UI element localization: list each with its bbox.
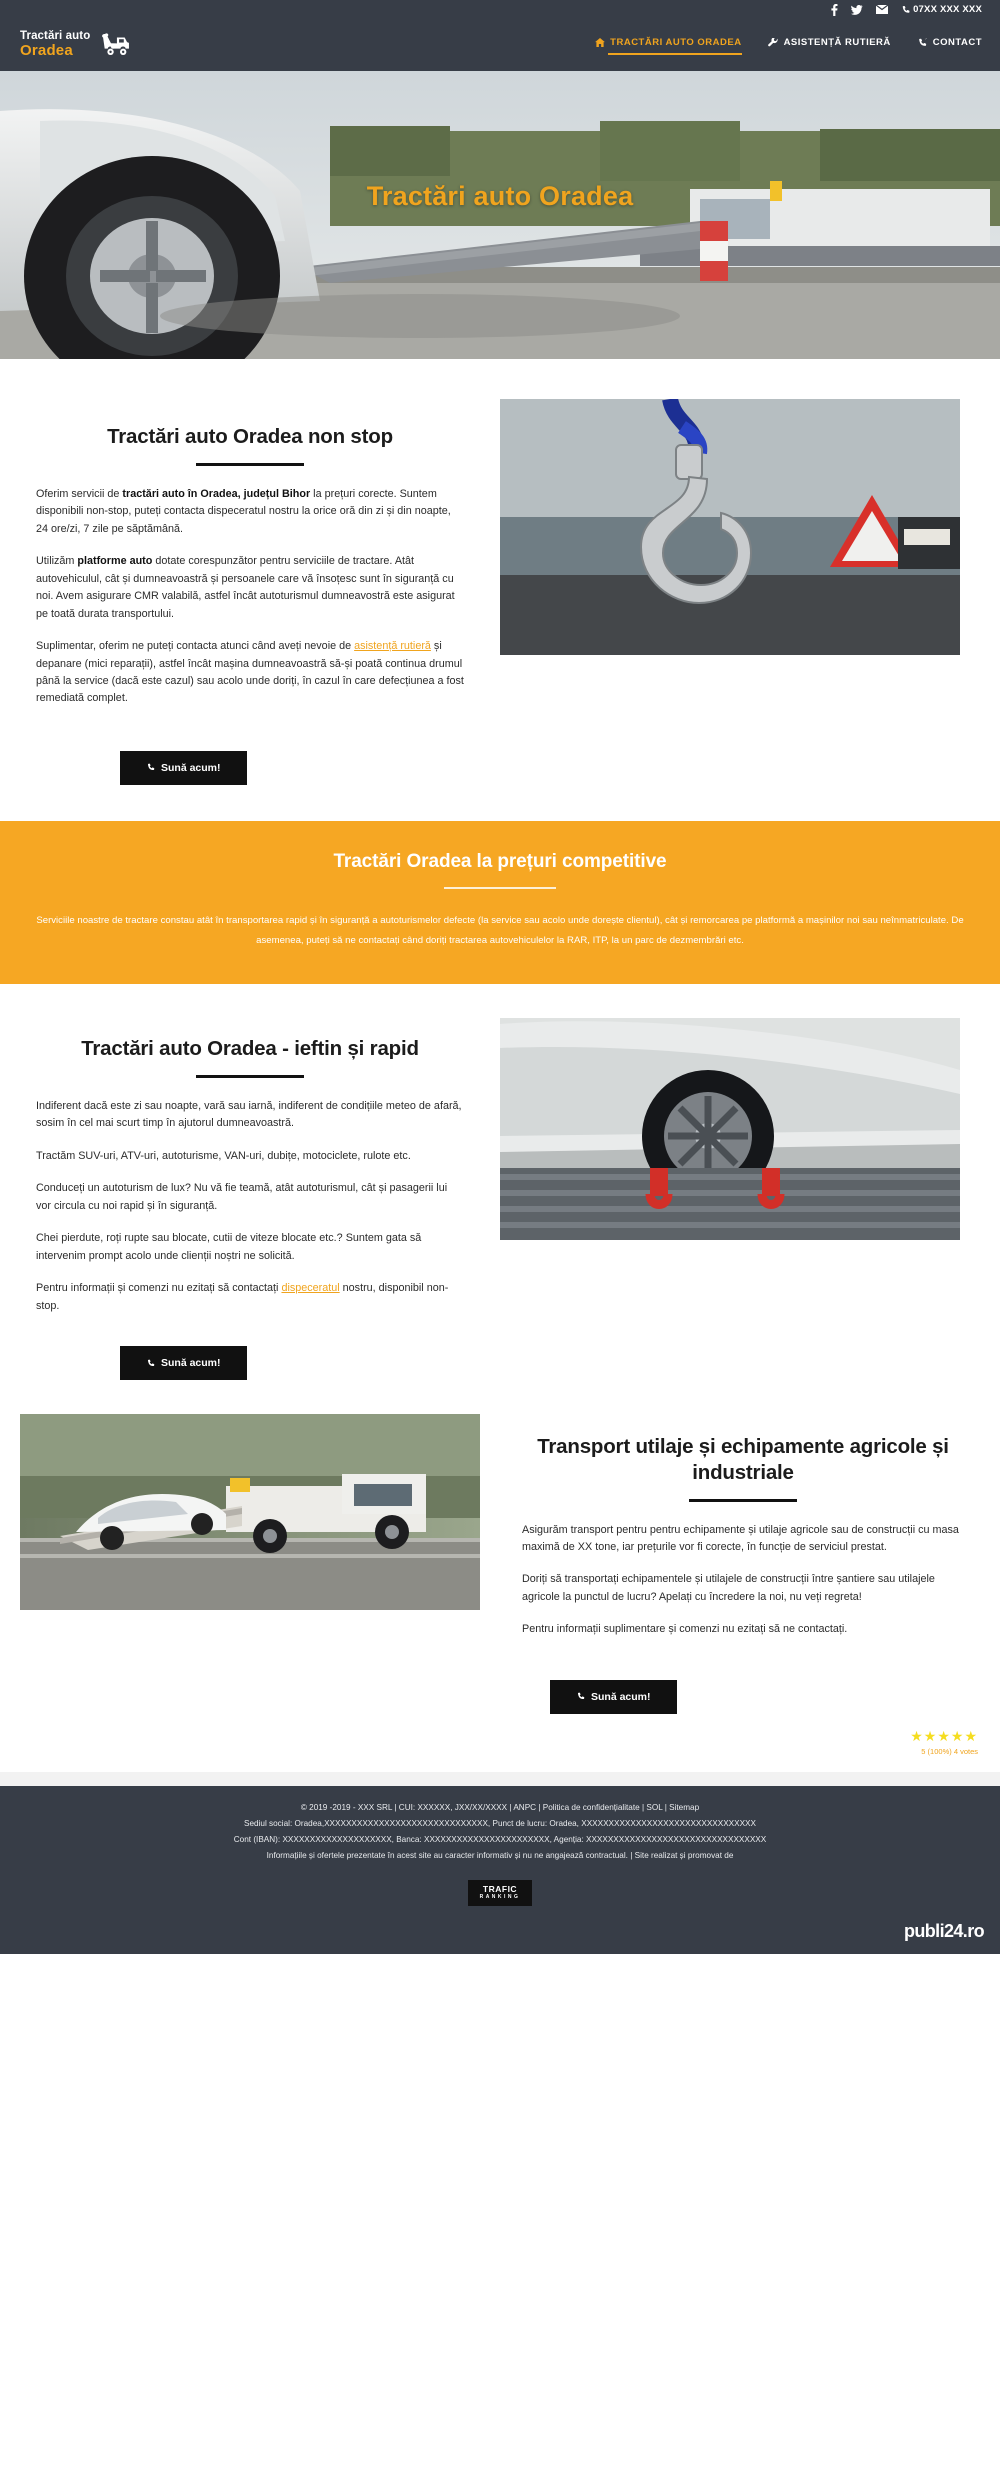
rating-block xyxy=(0,1714,1000,1772)
car-wheel-on-platform-photo xyxy=(500,1018,960,1240)
section2-paragraph-3: Conduceți un autoturism de lux? Nu vă fie teamă, atât autoturismul, cât și pasagerii lui vor circula cu noi rapid și în siguranță. xyxy=(36,1182,448,1212)
banner-text: Serviciile noastre de tractare constau atât în transportarea rapid și în siguranță a autoturismelor defecte (la service sau acolo unde dorește clientul), cât și remorcarea pe platformă a mașinilor noi sau neînmatriculate. De asemenea, puteți să ne contactați când doriți tractarea autovehiculelor la RAR, ITP, la un parc de dezmembrări etc. xyxy=(36,914,964,946)
site-footer xyxy=(0,1786,1000,1880)
tow-truck-carrying-white-car-photo xyxy=(20,1414,480,1610)
section2-heading: Tractări auto Oradea - ieftin și rapid xyxy=(81,1037,419,1061)
section-ieftin-rapid xyxy=(0,984,1000,1380)
section1-text-column xyxy=(0,399,500,723)
nav-item-asistenta-rutiera[interactable] xyxy=(768,33,891,57)
section2-text-column xyxy=(0,1018,500,1330)
section1-paragraph-2 xyxy=(36,553,464,623)
text-bold: tractări auto în Oradea, județul Bihor xyxy=(122,487,311,500)
phone-number: 07XX XXX XXX xyxy=(913,4,982,15)
heading-rule xyxy=(196,1075,304,1078)
home-icon xyxy=(594,37,605,48)
top-utility-bar xyxy=(0,0,1000,19)
rating-text: 5 (100%) 4 votes xyxy=(921,1746,978,1756)
nav-label: CONTACT xyxy=(932,37,982,48)
footer-line-4 xyxy=(20,1848,980,1864)
call-now-button-3[interactable] xyxy=(550,1680,677,1714)
main-navigation xyxy=(594,33,982,57)
text-fragment: dotate corespunzător pentru serviciile de tractare. Atât autovehiculul, cât și dumneavoastră și persoanele care vă însoțesc sunt în siguranță cu noi. Avem asigurare CMR valabilă, astfel încât autoturismul dumneavostră este asigurat pe toată durata transportului. xyxy=(36,555,455,620)
button-label: Sună acum! xyxy=(161,1357,221,1370)
section2-paragraph-5 xyxy=(36,1280,464,1315)
price-banner xyxy=(0,821,1000,984)
hero-banner xyxy=(0,71,1000,359)
call-now-button-1[interactable] xyxy=(120,751,247,785)
text-fragment: Utilizăm xyxy=(36,555,78,568)
call-now-button-2[interactable] xyxy=(120,1346,247,1380)
section3-heading: Transport utilaje și echipamente agricole și industriale xyxy=(537,1435,949,1484)
footer-separator xyxy=(0,1772,1000,1786)
footer-line-3: Cont (IBAN): XXXXXXXXXXXXXXXXXXXX, Banca: XXXXXXXXXXXXXXXXXXXXXXX, Agenția: XXXXXXXXXXXXXXXXXXXXXXXXXXXXXXXXX xyxy=(233,1834,767,1844)
hero-title: Tractări auto Oradea xyxy=(366,181,634,211)
footer-line-2: Sediul social: Oradea,XXXXXXXXXXXXXXXXXXXXXXXXXXXXXX, Punct de lucru: Oradea, XXXXXXXXXXXXXXXXXXXXXXXXXXXXXXXX xyxy=(244,1818,756,1828)
logo-text xyxy=(20,31,90,59)
button-label: Sună acum! xyxy=(591,1690,651,1703)
top-phone[interactable] xyxy=(901,4,982,15)
phone-icon xyxy=(901,5,910,14)
phone-icon xyxy=(146,763,155,772)
section1-heading: Tractări auto Oradea non stop xyxy=(107,425,393,448)
nav-item-contact[interactable] xyxy=(917,33,982,57)
hero-image xyxy=(0,71,1000,359)
section3-text-column xyxy=(500,1414,1000,1654)
section-transport-utilaje xyxy=(0,1380,1000,1714)
tow-hook-photo xyxy=(500,399,960,655)
logo-line-2: Oradea xyxy=(20,42,73,60)
nav-label: TRACTĂRI AUTO ORADEA xyxy=(610,37,742,48)
nav-label: ASISTENȚĂ RUTIERĂ xyxy=(783,37,891,48)
section2-paragraph-1: Indiferent dacă este zi sau noapte, vară sau iarnă, indiferent de condițiile meteo de afară, sosim în cel mai scurt timp în ajutorul dumneavoastră. xyxy=(36,1099,462,1130)
section2-image-column xyxy=(500,1018,1000,1330)
section1-image-column xyxy=(500,399,1000,660)
banner-heading: Tractări Oradea la prețuri competitive xyxy=(333,850,667,872)
phone-icon xyxy=(146,1359,155,1368)
badge-line-1: TRAFIC xyxy=(482,1883,518,1894)
logo-line-1: Tractări auto xyxy=(20,30,91,43)
section3-image-column xyxy=(0,1414,500,1654)
button-label: Sună acum! xyxy=(161,761,221,774)
section2-paragraph-2: Tractăm SUV-uri, ATV-uri, autoturisme, VAN-uri, dubițe, motociclete, rulote etc. xyxy=(36,1149,411,1162)
heading-rule xyxy=(196,463,304,466)
nav-item-tractari-auto-oradea[interactable] xyxy=(594,33,741,57)
trafic-ranking-badge-wrap xyxy=(0,1880,1000,1906)
text-fragment: și depanare (mici reparații), astfel încât mașina dumneavoastră să-și poată continua drumul până la service (dacă este cazul) sau acolo unde doriți, în cazul în care defecțiunea a fost remediată complet. xyxy=(36,640,464,705)
publi24-watermark: publi24.ro xyxy=(903,1920,984,1941)
social-links xyxy=(831,4,982,16)
facebook-icon[interactable] xyxy=(831,4,838,16)
site-logo[interactable] xyxy=(20,30,132,60)
section-non-stop xyxy=(0,359,1000,785)
dispeceratul-link[interactable]: dispeceratul xyxy=(281,1282,340,1295)
section2-paragraph-4: Chei pierdute, roți rupte sau blocate, cutii de viteze blocate etc.? Suntem gata să intervenim prompt acolo unde clienții noștri ne solicită. xyxy=(36,1232,422,1262)
star-rating-icon[interactable]: ★★★★★ xyxy=(910,1727,978,1744)
text-fragment: Suplimentar, oferim ne puteți contacta atunci când aveți nevoie de xyxy=(36,640,355,653)
footer-bottom-bar xyxy=(0,1906,1000,1954)
wrench-icon xyxy=(768,37,779,48)
tow-truck-icon xyxy=(97,30,132,60)
footer-line-1: © 2019 -2019 - XXX SRL | CUI: XXXXXX, JXX/XX/XXXX | ANPC | Politica de confidențialitate | SOL | Sitemap xyxy=(300,1802,700,1812)
asistenta-rutiera-link[interactable]: asistență rutieră xyxy=(354,640,431,653)
text-fragment: la prețuri corecte. Suntem disponibili non-stop, puteți contacta dispeceratul nostru la orice oră din zi și din noapte, 24 ore/zi, 7 zile pe săptămână. xyxy=(36,487,451,535)
trafic-ranking-badge[interactable] xyxy=(468,1880,533,1906)
heading-rule xyxy=(689,1499,797,1502)
site-header xyxy=(0,19,1000,71)
section3-paragraph-3: Pentru informații suplimentare și comenzi nu ezitați să ne contactați. xyxy=(522,1623,848,1636)
text-fragment: Oferim servicii de xyxy=(36,487,123,500)
section1-paragraph-3 xyxy=(36,638,464,708)
text-fragment: Pentru informații și comenzi nu ezitați să contactați xyxy=(36,1282,282,1295)
twitter-icon[interactable] xyxy=(851,5,863,15)
section3-paragraph-1: Asigurăm transport pentru pentru echipamente și utilaje agricole sau de construcții cu masa maximă de XX tone, iar prețurile vor fi corecte, în funcție de serviciul prestat. xyxy=(522,1523,959,1553)
badge-line-2: RANKING xyxy=(479,1894,521,1901)
mail-icon[interactable] xyxy=(876,5,888,14)
text-fragment: nostru, disponibil non-stop. xyxy=(36,1282,449,1312)
section3-paragraph-2: Doriți să transportați echipamentele și utilajele de construcții între șantiere sau utilajele agricole la punctul de lucru? Apelați cu încredere la noi, nu veți regreta! xyxy=(522,1573,935,1603)
phone-icon xyxy=(576,1692,585,1701)
section1-paragraph-1 xyxy=(36,486,464,538)
text-fragment: Informațiile și ofertele prezentate în acest site au caracter informativ și nu ne angajează contractual. | Site realizat și promovat de xyxy=(266,1850,734,1860)
banner-rule xyxy=(444,887,556,889)
phone-ring-icon xyxy=(917,37,928,48)
text-bold: platforme auto xyxy=(77,555,153,568)
